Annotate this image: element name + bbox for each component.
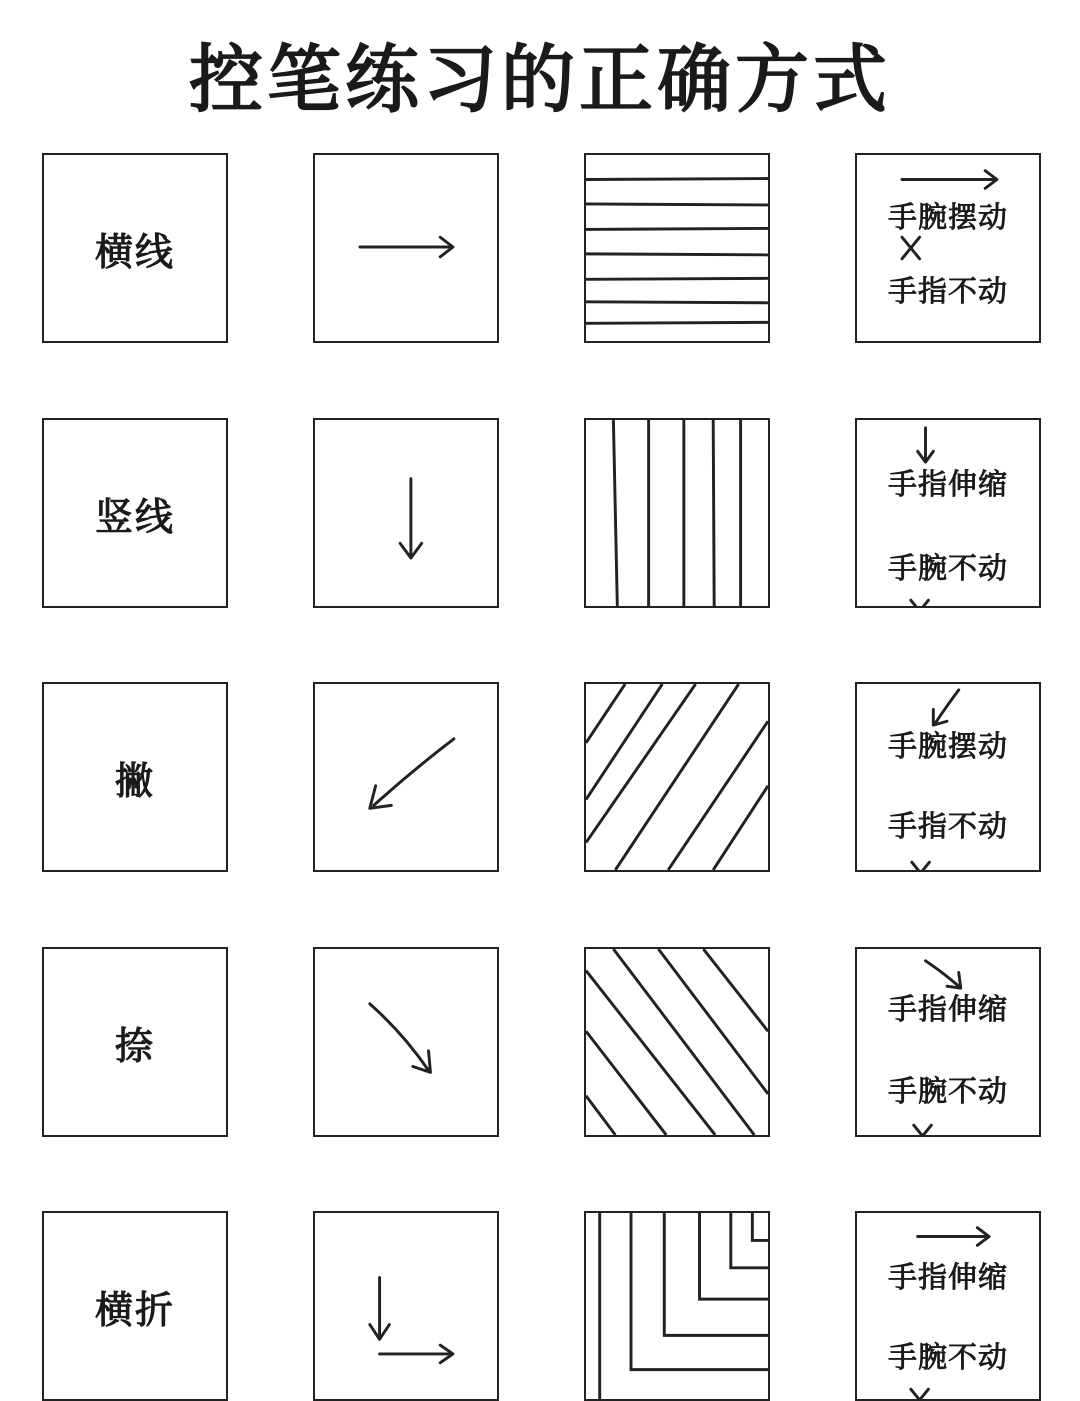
down-right-arrow-icon	[315, 949, 497, 1135]
direction-card	[313, 1211, 499, 1401]
stroke-name: 撇	[114, 758, 155, 803]
down-then-right-arrow-icon	[315, 1213, 497, 1399]
direction-card	[313, 418, 499, 608]
practice-pattern-card	[584, 1211, 770, 1401]
diagonal-left-lines-pattern	[586, 684, 768, 870]
stroke-name-card	[42, 1211, 228, 1401]
down-left-arrow-icon	[315, 684, 497, 870]
technique-move: 手指伸缩	[887, 1260, 1008, 1294]
technique-card	[855, 418, 1041, 608]
technique-still: 手腕不动	[887, 1074, 1008, 1108]
direction-card	[313, 682, 499, 872]
technique-card	[855, 947, 1041, 1137]
right-arrow-icon	[315, 155, 497, 341]
technique-card	[855, 682, 1041, 872]
technique-still: 手指不动	[887, 274, 1008, 308]
down-arrow-icon	[315, 420, 497, 606]
direction-card	[313, 947, 499, 1137]
horizontal-lines-pattern	[586, 155, 768, 341]
vertical-lines-pattern	[586, 420, 768, 606]
cross-mark-icon	[857, 155, 1039, 341]
stroke-name: 横折	[94, 1287, 175, 1332]
page-title: 控笔练习的正确方式	[189, 37, 891, 123]
technique-still: 手指不动	[887, 809, 1008, 843]
diagonal-right-lines-pattern	[586, 949, 768, 1135]
technique-still: 手腕不动	[887, 551, 1008, 585]
technique-move: 手指伸缩	[887, 467, 1008, 501]
technique-card	[855, 153, 1041, 343]
corner-lines-pattern	[586, 1213, 768, 1399]
stroke-name: 横线	[94, 229, 175, 274]
stroke-name-card	[42, 682, 228, 872]
technique-move: 手腕摆动	[887, 200, 1008, 234]
technique-move: 手腕摆动	[887, 729, 1008, 763]
technique-card	[855, 1211, 1041, 1401]
practice-pattern-card	[584, 153, 770, 343]
direction-card	[313, 153, 499, 343]
stroke-name-card	[42, 418, 228, 608]
practice-pattern-card	[584, 947, 770, 1137]
stroke-name-card	[42, 153, 228, 343]
technique-still: 手腕不动	[887, 1340, 1008, 1374]
stroke-name: 捺	[114, 1023, 155, 1068]
practice-pattern-card	[584, 418, 770, 608]
practice-pattern-card	[584, 682, 770, 872]
technique-move: 手指伸缩	[887, 992, 1008, 1026]
stroke-name-card	[42, 947, 228, 1137]
stroke-name: 竖线	[94, 494, 175, 539]
